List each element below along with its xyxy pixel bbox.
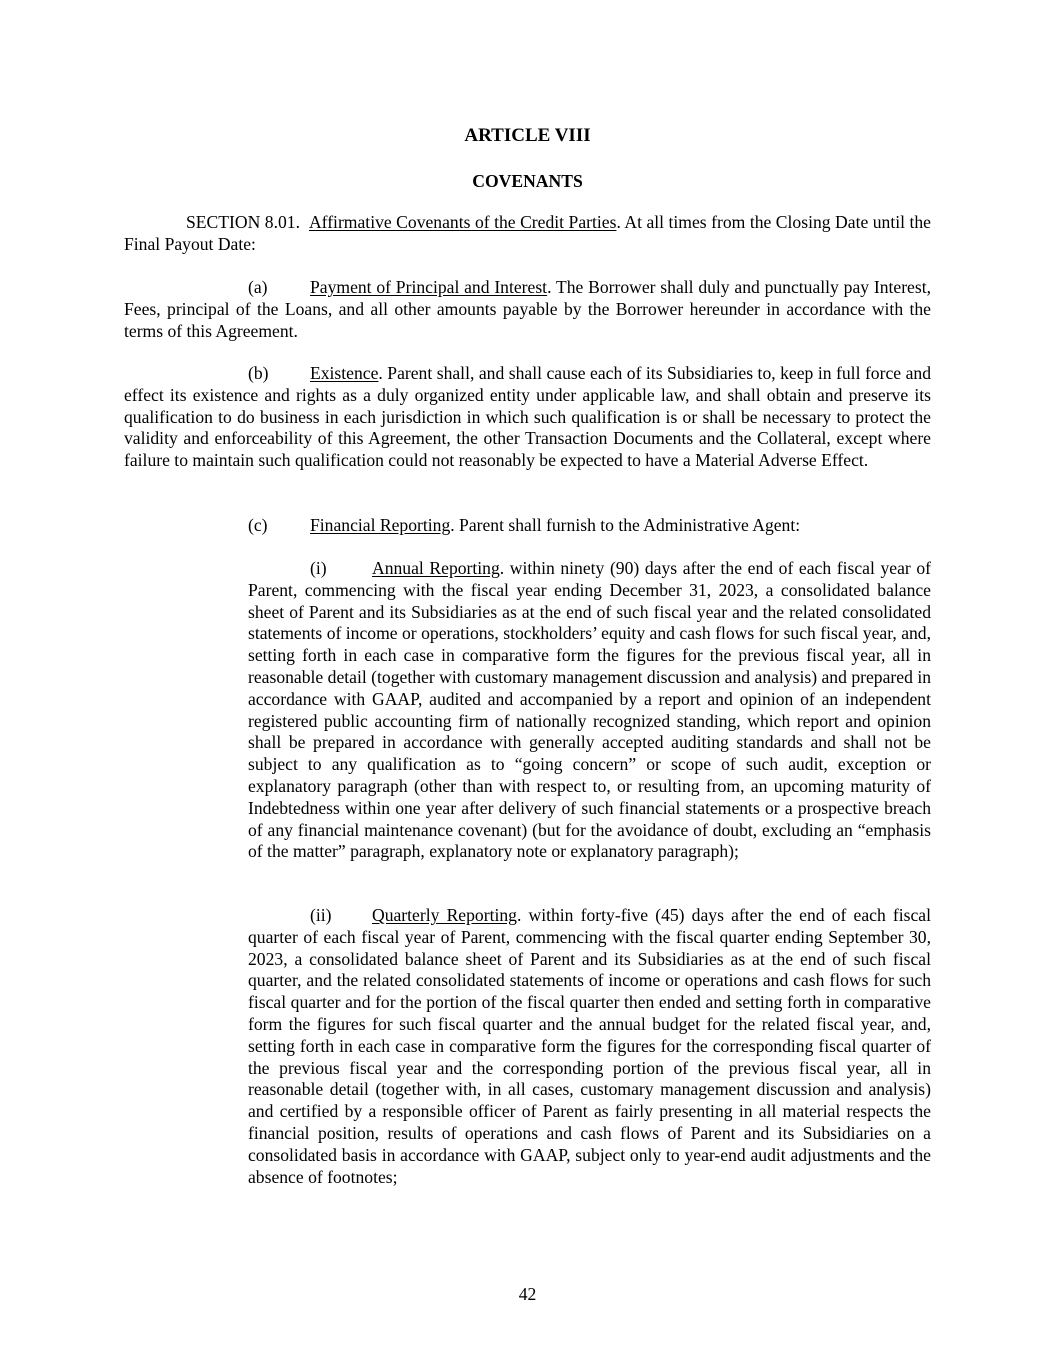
clause-ii-label: (ii) bbox=[310, 905, 332, 925]
clause-c-label: (c) bbox=[248, 515, 268, 535]
section-text: . At all times from the Closing Date until the Final Payout Date: bbox=[124, 212, 931, 254]
clause-a-text: . The Borrower shall duly and punctually pay Interest, Fees, principal of the Loans, and all other amounts payable by the Borrower hereunder in accordance with the terms of this Agreement. bbox=[124, 277, 931, 341]
clause-c-text: . Parent shall furnish to the Administrative Agent: bbox=[450, 515, 801, 535]
section-number: SECTION 8.01. bbox=[186, 212, 300, 232]
clause-a-paragraph bbox=[124, 277, 931, 342]
article-title: ARTICLE VIII bbox=[464, 125, 591, 146]
clause-a-label: (a) bbox=[248, 277, 268, 297]
clause-a-heading: Payment of Principal and Interest bbox=[310, 277, 548, 297]
clause-i-text: . within ninety (90) days after the end of each fiscal year of Parent, commencing with the fiscal year ending December 31, 2023, a consolidated balance sheet of Parent and its Subsidiaries as at the end of such fiscal year and the related consolidated statements of income or operations, stockholders’ equity and cash flows for such fiscal year, and, setting forth in each case in comparative form the figures for the previous fiscal year, all in reasonable detail (together with customary management discussion and analysis) and prepared in accordance with GAAP, audited and accompanied by a report and opinion of an independent registered public accounting firm of nationally recognized standing, which report and opinion shall be prepared in accordance with generally accepted auditing standards and shall not be subject to any qualification as to “going concern” or scope of such audit, exception or explanatory paragraph (other than with respect to, or resulting from, an upcoming maturity of Indebtedness within one year after delivery of such financial statements or a prospective breach of any financial maintenance covenant) (but for the avoidance of doubt, excluding an “emphasis of the matter” paragraph, explanatory note or explanatory paragraph); bbox=[248, 558, 931, 862]
clause-ii-paragraph bbox=[248, 905, 931, 1188]
clause-i-label: (i) bbox=[310, 558, 327, 578]
clause-b-text: . Parent shall, and shall cause each of its Subsidiaries to, keep in full force and effect its existence and rights as a duly organized entity under applicable law, and shall obtain and preserve its qualification to do business in each jurisdiction in which such qualification is or shall be necessary to protect the validity and enforceability of this Agreement, the other Transaction Documents and the Collateral, except where failure to maintain such qualification could not reasonably be expected to have a Material Adverse Effect. bbox=[124, 363, 931, 471]
clause-c-paragraph bbox=[124, 515, 931, 537]
clause-ii-heading: Quarterly Reporting bbox=[372, 905, 517, 925]
clause-ii-text: . within forty-five (45) days after the end of each fiscal quarter of each fiscal year of Parent, commencing with the fiscal quarter ending September 30, 2023, a consolidated balance sheet of Parent and its Subsidiaries as at the end of such fiscal quarter, and the related consolidated statements of income or operations and cash flows for such fiscal quarter and for the portion of the fiscal quarter then ended and setting forth in comparative form the figures for such fiscal quarter and the annual budget for the related fiscal year, and, setting forth in each case in comparative form the figures for the corresponding fiscal quarter of the previous fiscal year and the corresponding portion of the previous fiscal year, all in reasonable detail (together with, in all cases, customary management discussion and analysis) and certified by a responsible officer of Parent as fairly presenting in all material respects the financial position, results of operations and cash flows of Parent and its Subsidiaries on a consolidated basis in accordance with GAAP, subject only to year-end audit adjustments and the absence of footnotes; bbox=[248, 905, 931, 1187]
clause-i-heading: Annual Reporting bbox=[372, 558, 500, 578]
section-heading: Affirmative Covenants of the Credit Parties bbox=[308, 212, 617, 232]
page-number: 42 bbox=[518, 1284, 537, 1304]
clause-i-paragraph bbox=[248, 558, 931, 863]
clause-b-paragraph bbox=[124, 363, 931, 472]
clause-b-label: (b) bbox=[248, 363, 269, 383]
clause-b-heading: Existence bbox=[310, 363, 379, 383]
clause-c-heading: Financial Reporting bbox=[310, 515, 451, 535]
article-subtitle: COVENANTS bbox=[472, 171, 583, 191]
section-8-01-paragraph bbox=[124, 212, 931, 256]
